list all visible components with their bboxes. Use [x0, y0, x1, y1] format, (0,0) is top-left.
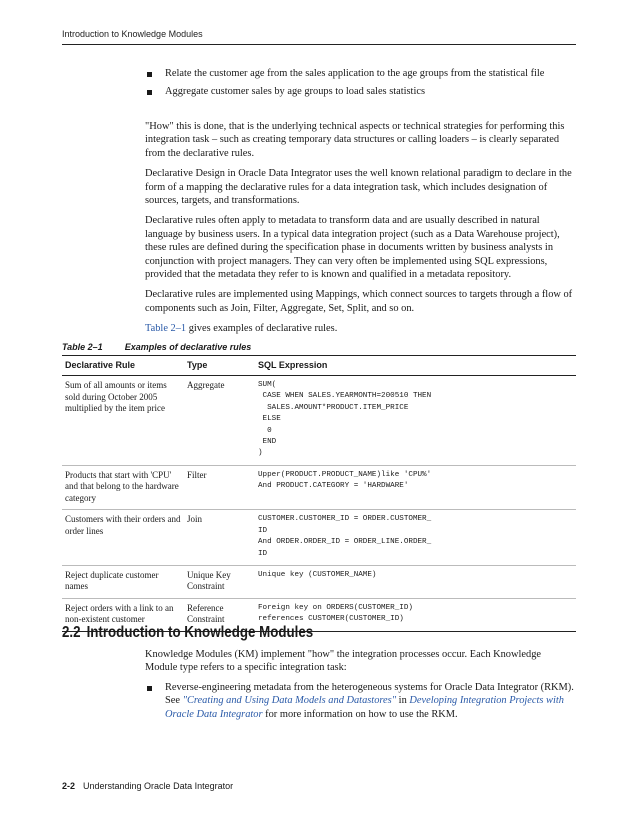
bullet-square-icon	[147, 72, 152, 77]
sql-code: Foreign key on ORDERS(CUSTOMER_ID) references CUSTOMER(CUSTOMER_ID)	[258, 603, 413, 624]
rule-cell: Sum of all amounts or items sold during October 2005 multiplied by the item price	[62, 376, 184, 466]
section-heading	[62, 624, 313, 642]
sql-code: Unique key (CUSTOMER_NAME)	[258, 570, 377, 579]
section-intro: Knowledge Modules (KM) implement "how" the integration processes occur. Each Knowledge Module type refers to a specific integration task:	[145, 649, 542, 674]
type-cell: Join	[184, 510, 255, 566]
datastores-chapter-link[interactable]: "Creating and Using Data Models and Datastores"	[182, 695, 397, 707]
rule-cell: Products that start with 'CPU' and that belong to the hardware category	[62, 465, 184, 510]
declarative-rules-table	[62, 355, 576, 632]
type-cell: Filter	[184, 465, 255, 510]
list-item	[145, 681, 575, 721]
bullet-text: Relate the customer age from the sales application to the age groups from the statistical file	[165, 68, 545, 79]
rule-cell: Reject orders with a link to an non-existent customer	[62, 598, 184, 631]
type-cell: Unique Key Constraint	[184, 565, 255, 598]
table-2-1-link[interactable]: Table 2–1	[145, 323, 187, 335]
paragraph-how: "How" this is done, that is the underlying technical aspects or technical strategies for performing this integration task – such as creating temporary data structures or calling loaders – is clearly separated from the declarative rules.	[145, 121, 565, 159]
sql-cell	[255, 565, 576, 598]
table-reference-text: gives examples of declarative rules.	[186, 323, 338, 335]
list-item	[145, 67, 575, 80]
table-caption-number: Table 2–1	[62, 342, 103, 352]
bullet-square-icon	[147, 686, 152, 691]
bullet-lead: Reverse-engineering metadata from the heterogeneous systems for Oracle Data Integrator (RKM). See	[165, 682, 574, 707]
table-header-row	[62, 356, 576, 376]
sql-code: SUM( CASE WHEN SALES.YEARMONTH=200510 THEN SALES.AMOUNT*PRODUCT.ITEM_PRICE ELSE 0 END )	[258, 381, 432, 458]
type-cell: Aggregate	[184, 376, 255, 466]
sql-cell	[255, 465, 576, 510]
book-title: Understanding Oracle Data Integrator	[83, 781, 234, 791]
intro-bullet-list	[145, 67, 575, 99]
list-item	[145, 85, 575, 98]
paragraph-mappings: Declarative rules are implemented using Mappings, which connect sources to targets through a flow of components such as Join, Filter, Aggregate, Set, Split, and so on.	[145, 289, 573, 314]
paragraph-metadata: Declarative rules often apply to metadata to transform data and are usually described in natural language by business users. In a typical data integration project (such as a Data Warehouse project), these rules are defined during the specification phase in documents written by business analysts in conjunction with project managers. They can very often be implemented using SQL expressions, provided that the metadata they refer to is known and qualified in a metadata repository.	[145, 215, 560, 281]
body-paragraphs	[145, 120, 575, 336]
bullet-square-icon	[147, 90, 152, 95]
table-row	[62, 376, 576, 466]
bullet-text: Aggregate customer sales by age groups to load sales statistics	[165, 86, 425, 98]
table-row	[62, 465, 576, 510]
bullet-tail: for more information on how to use the RKM.	[262, 708, 458, 720]
table-caption	[62, 342, 251, 352]
sql-cell	[255, 376, 576, 466]
paragraph-table-reference	[145, 322, 575, 335]
sql-cell	[255, 510, 576, 566]
section-bullet-list	[145, 681, 575, 721]
running-header: Introduction to Knowledge Modules	[62, 29, 576, 45]
sql-code: CUSTOMER.CUSTOMER_ID = ORDER.CUSTOMER_ ID And ORDER.ORDER_ID = ORDER_LINE.ORDER_ ID	[258, 515, 432, 558]
developing-integration-projects-link[interactable]: Developing Integration Projects with Oracle Data Integrator	[165, 695, 564, 720]
page-footer	[62, 781, 233, 791]
section-body	[145, 648, 575, 675]
section-number: 2.2	[62, 624, 81, 641]
column-header-type: Type	[184, 356, 255, 376]
table-caption-title: Examples of declarative rules	[124, 342, 252, 352]
sql-code: Upper(PRODUCT.PRODUCT_NAME)like 'CPU%' And PRODUCT.CATEGORY = 'HARDWARE'	[258, 470, 432, 491]
column-header-sql: SQL Expression	[255, 356, 576, 376]
table-row	[62, 510, 576, 566]
type-cell: Reference Constraint	[184, 598, 255, 631]
table-row	[62, 565, 576, 598]
bullet-in: in	[396, 695, 410, 707]
section-title: Introduction to Knowledge Modules	[86, 624, 314, 641]
rule-cell: Customers with their orders and order lines	[62, 510, 184, 566]
paragraph-declarative-design: Declarative Design in Oracle Data Integrator uses the well known relational paradigm to declare in the form of a mapping the declarative rules for a data integration task, which includes designation of sources, targets, and transformations.	[145, 168, 572, 207]
page-number: 2-2	[62, 781, 76, 791]
rule-cell: Reject duplicate customer names	[62, 565, 184, 598]
column-header-rule: Declarative Rule	[62, 356, 184, 376]
